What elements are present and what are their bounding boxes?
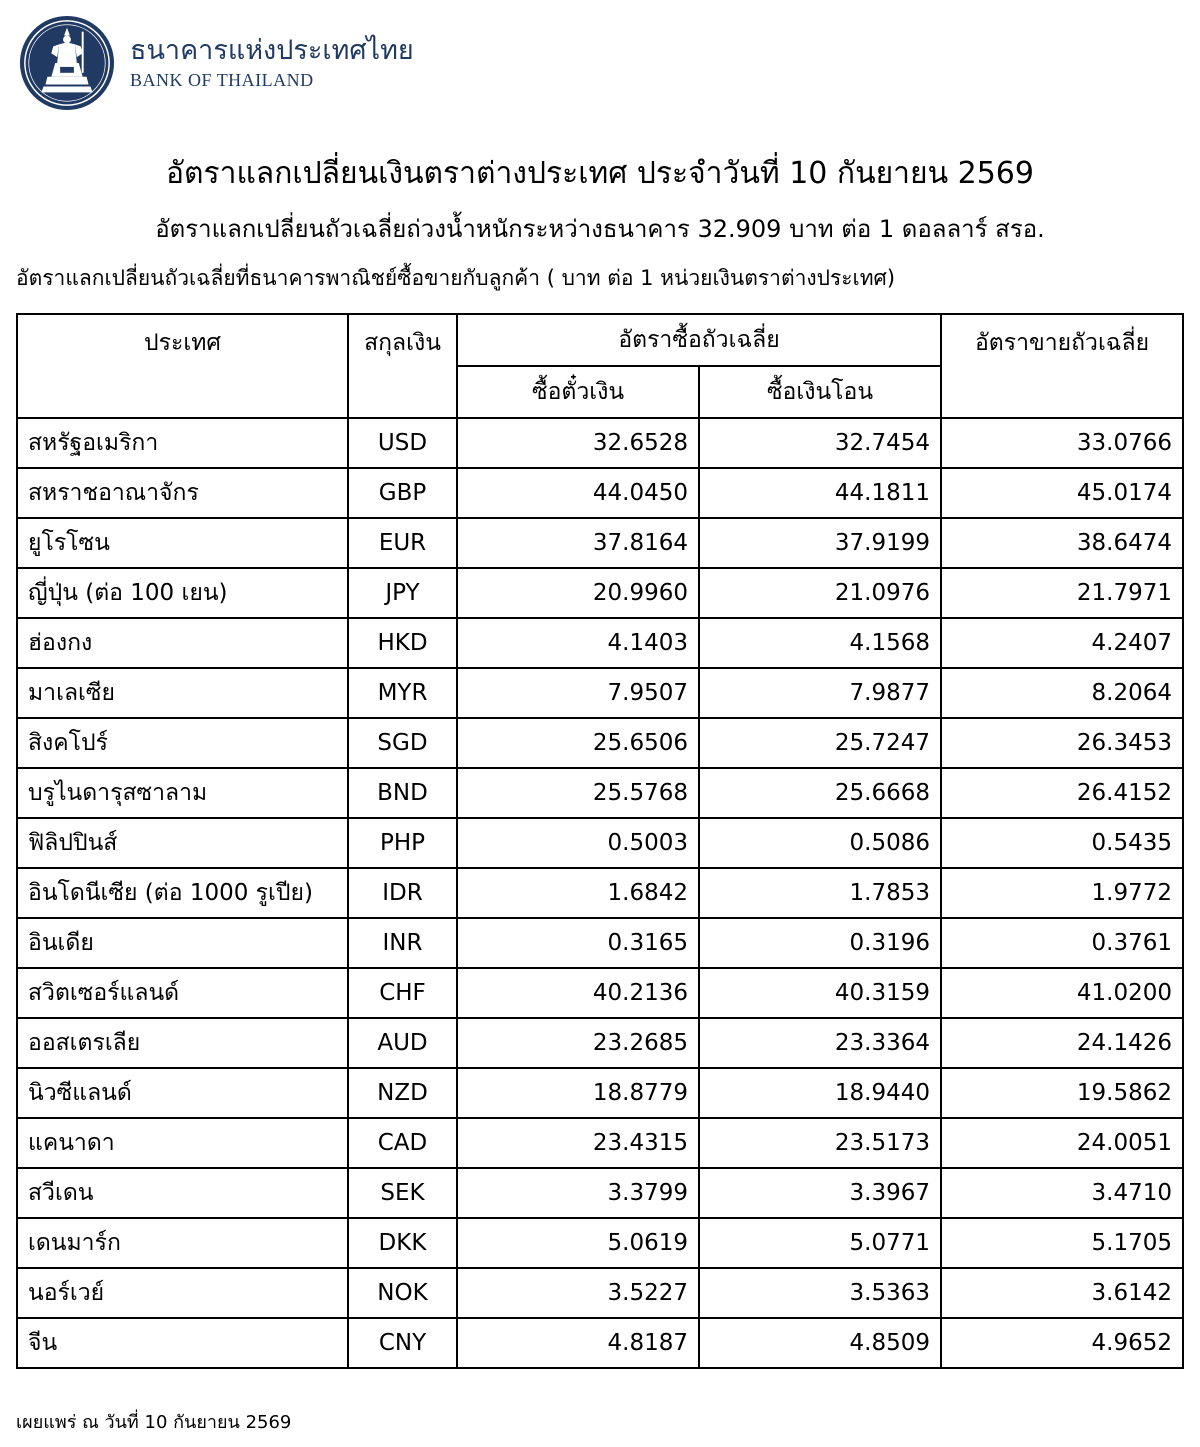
country-cell: สิงคโปร์ (17, 718, 348, 768)
table-row (17, 668, 1183, 718)
selling-rate-cell: 24.0051 (941, 1118, 1183, 1168)
buying-transfer-cell: 7.9877 (699, 668, 941, 718)
buying-transfer-cell: 25.7247 (699, 718, 941, 768)
currency-code-cell: BND (348, 768, 457, 818)
buying-sight-cell: 20.9960 (457, 568, 699, 618)
selling-rate-header: อัตราขายถัวเฉลี่ย (941, 314, 1183, 418)
buying-transfer-cell: 40.3159 (699, 968, 941, 1018)
currency-code-cell: PHP (348, 818, 457, 868)
buying-sight-cell: 4.8187 (457, 1318, 699, 1368)
currency-code-cell: GBP (348, 468, 457, 518)
table-header (17, 314, 1183, 418)
selling-rate-cell: 19.5862 (941, 1068, 1183, 1118)
selling-rate-cell: 33.0766 (941, 418, 1183, 468)
table-row (17, 918, 1183, 968)
selling-rate-cell: 4.9652 (941, 1318, 1183, 1368)
selling-rate-cell: 41.0200 (941, 968, 1183, 1018)
currency-code-cell: AUD (348, 1018, 457, 1068)
table-row (17, 1118, 1183, 1168)
page-header (18, 12, 414, 114)
buying-transfer-header: ซื้อเงินโอน (699, 366, 941, 418)
buying-transfer-cell: 37.9199 (699, 518, 941, 568)
buying-transfer-cell: 3.5363 (699, 1268, 941, 1318)
buying-sight-cell: 40.2136 (457, 968, 699, 1018)
selling-rate-cell: 26.3453 (941, 718, 1183, 768)
selling-rate-cell: 24.1426 (941, 1018, 1183, 1068)
buying-sight-cell: 25.5768 (457, 768, 699, 818)
selling-rate-cell: 8.2064 (941, 668, 1183, 718)
header-row-1 (17, 314, 1183, 366)
currency-code-cell: INR (348, 918, 457, 968)
bank-of-thailand-seal-icon (18, 14, 116, 112)
country-cell: ออสเตรเลีย (17, 1018, 348, 1068)
selling-rate-cell: 3.4710 (941, 1168, 1183, 1218)
buying-sight-cell: 5.0619 (457, 1218, 699, 1268)
table-row (17, 968, 1183, 1018)
currency-code-cell: MYR (348, 668, 457, 718)
selling-rate-cell: 26.4152 (941, 768, 1183, 818)
buying-sight-cell: 7.9507 (457, 668, 699, 718)
buying-transfer-cell: 23.5173 (699, 1118, 941, 1168)
buying-transfer-cell: 0.3196 (699, 918, 941, 968)
buying-transfer-cell: 5.0771 (699, 1218, 941, 1268)
buying-sight-cell: 3.3799 (457, 1168, 699, 1218)
currency-code-cell: CHF (348, 968, 457, 1018)
exchange-rate-table (16, 313, 1184, 1369)
buying-rate-header: อัตราซื้อถัวเฉลี่ย (457, 314, 941, 366)
selling-rate-cell: 3.6142 (941, 1268, 1183, 1318)
table-row (17, 468, 1183, 518)
table-row (17, 1218, 1183, 1268)
buying-sight-cell: 23.4315 (457, 1118, 699, 1168)
currency-code-cell: CNY (348, 1318, 457, 1368)
selling-rate-cell: 0.5435 (941, 818, 1183, 868)
table-row (17, 818, 1183, 868)
selling-rate-cell: 0.3761 (941, 918, 1183, 968)
buying-sight-cell: 1.6842 (457, 868, 699, 918)
selling-rate-cell: 4.2407 (941, 618, 1183, 668)
buying-sight-cell: 18.8779 (457, 1068, 699, 1118)
selling-rate-cell: 5.1705 (941, 1218, 1183, 1268)
table-row (17, 768, 1183, 818)
org-name-english: BANK OF THAILAND (130, 70, 314, 90)
buying-transfer-cell: 3.3967 (699, 1168, 941, 1218)
country-cell: ฟิลิปปินส์ (17, 818, 348, 868)
selling-rate-cell: 21.7971 (941, 568, 1183, 618)
buying-sight-cell: 23.2685 (457, 1018, 699, 1068)
buying-transfer-cell: 4.8509 (699, 1318, 941, 1368)
buying-sight-cell: 0.3165 (457, 918, 699, 968)
buying-sight-cell: 32.6528 (457, 418, 699, 468)
country-cell: บรูไนดารุสซาลาม (17, 768, 348, 818)
currency-code-cell: JPY (348, 568, 457, 618)
table-row (17, 518, 1183, 568)
currency-code-cell: NZD (348, 1068, 457, 1118)
page-subtitle: อัตราแลกเปลี่ยนถัวเฉลี่ยถ่วงน้ำหนักระหว่างธนาคาร 32.909 บาท ต่อ 1 ดอลลาร์ สรอ. (155, 215, 1045, 243)
country-cell: เดนมาร์ก (17, 1218, 348, 1268)
table-row (17, 1268, 1183, 1318)
country-cell: ฮ่องกง (17, 618, 348, 668)
currency-code-cell: USD (348, 418, 457, 468)
table-row (17, 1018, 1183, 1068)
currency-code-cell: DKK (348, 1218, 457, 1268)
buying-sight-cell: 37.8164 (457, 518, 699, 568)
buying-transfer-cell: 44.1811 (699, 468, 941, 518)
table-caption: อัตราแลกเปลี่ยนถัวเฉลี่ยที่ธนาคารพาณิชย์ซื้อขายกับลูกค้า ( บาท ต่อ 1 หน่วยเงินตราต่างประเทศ) (16, 266, 896, 290)
currency-code-cell: SEK (348, 1168, 457, 1218)
currency-code-cell: HKD (348, 618, 457, 668)
buying-transfer-cell: 32.7454 (699, 418, 941, 468)
country-cell: สหราชอาณาจักร (17, 468, 348, 518)
buying-sight-header: ซื้อตั๋วเงิน (457, 366, 699, 418)
buying-transfer-cell: 25.6668 (699, 768, 941, 818)
buying-sight-cell: 25.6506 (457, 718, 699, 768)
country-cell: จีน (17, 1318, 348, 1368)
country-cell: สหรัฐอเมริกา (17, 418, 348, 468)
selling-rate-cell: 45.0174 (941, 468, 1183, 518)
country-cell: ยูโรโซน (17, 518, 348, 568)
buying-transfer-cell: 1.7853 (699, 868, 941, 918)
currency-column-header: สกุลเงิน (348, 314, 457, 418)
selling-rate-cell: 1.9772 (941, 868, 1183, 918)
currency-code-cell: EUR (348, 518, 457, 568)
currency-code-cell: SGD (348, 718, 457, 768)
country-cell: แคนาดา (17, 1118, 348, 1168)
country-cell: สวีเดน (17, 1168, 348, 1218)
country-cell: สวิตเซอร์แลนด์ (17, 968, 348, 1018)
buying-transfer-cell: 0.5086 (699, 818, 941, 868)
country-cell: อินโดนีเซีย (ต่อ 1000 รูเปีย) (17, 868, 348, 918)
table-row (17, 1318, 1183, 1368)
country-cell: นอร์เวย์ (17, 1268, 348, 1318)
buying-transfer-cell: 18.9440 (699, 1068, 941, 1118)
buying-transfer-cell: 4.1568 (699, 618, 941, 668)
org-names (130, 34, 414, 92)
buying-sight-cell: 44.0450 (457, 468, 699, 518)
currency-code-cell: IDR (348, 868, 457, 918)
publish-date-note: เผยแพร่ ณ วันที่ 10 กันยายน 2569 (16, 1412, 292, 1433)
buying-transfer-cell: 21.0976 (699, 568, 941, 618)
currency-code-cell: NOK (348, 1268, 457, 1318)
country-column-header: ประเทศ (17, 314, 348, 418)
buying-transfer-cell: 23.3364 (699, 1018, 941, 1068)
buying-sight-cell: 0.5003 (457, 818, 699, 868)
table-body (17, 418, 1183, 1368)
selling-rate-cell: 38.6474 (941, 518, 1183, 568)
table-row (17, 1068, 1183, 1118)
table-row (17, 418, 1183, 468)
currency-code-cell: CAD (348, 1118, 457, 1168)
table-row (17, 568, 1183, 618)
buying-sight-cell: 3.5227 (457, 1268, 699, 1318)
org-name-thai: ธนาคารแห่งประเทศไทย (130, 35, 414, 66)
country-cell: อินเดีย (17, 918, 348, 968)
table-row (17, 1168, 1183, 1218)
country-cell: ญี่ปุ่น (ต่อ 100 เยน) (17, 568, 348, 618)
buying-sight-cell: 4.1403 (457, 618, 699, 668)
table-row (17, 868, 1183, 918)
table-row (17, 718, 1183, 768)
page-title: อัตราแลกเปลี่ยนเงินตราต่างประเทศ ประจำวันที่ 10 กันยายน 2569 (166, 156, 1034, 191)
country-cell: มาเลเซีย (17, 668, 348, 718)
table-row (17, 618, 1183, 668)
country-cell: นิวซีแลนด์ (17, 1068, 348, 1118)
